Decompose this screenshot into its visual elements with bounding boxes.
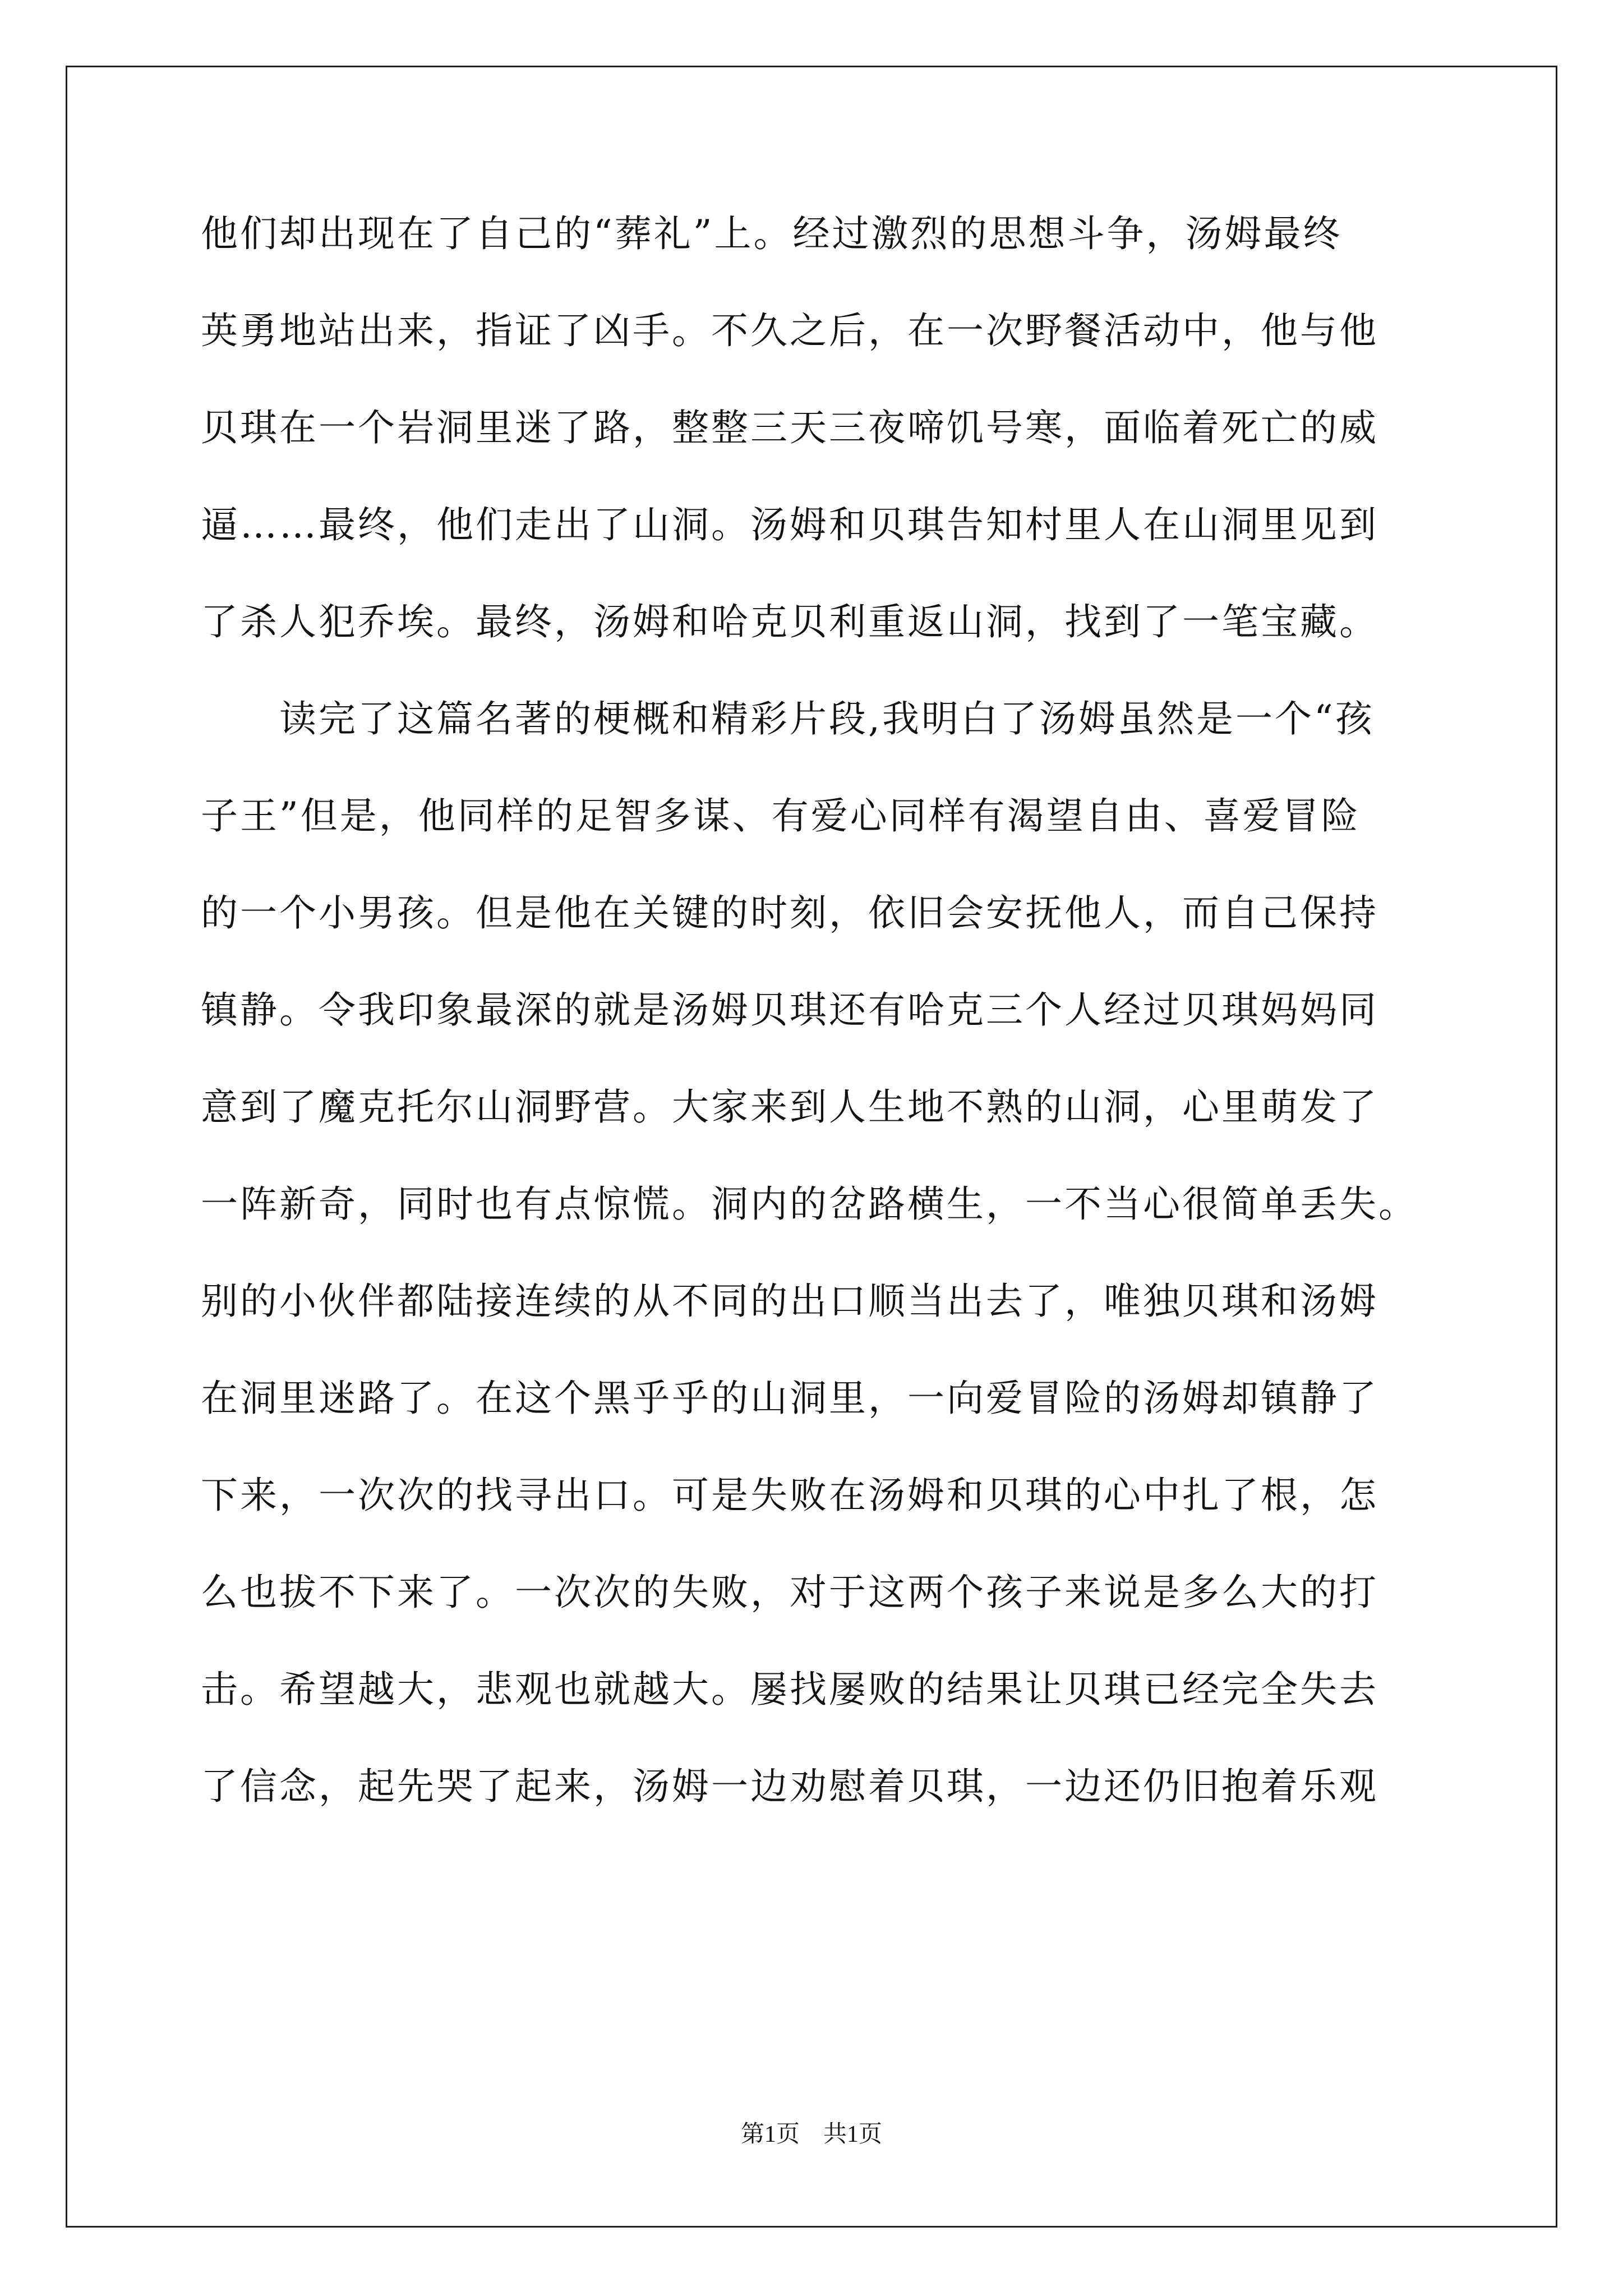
text-line: 的一个小男孩。但是他在关键的时刻，依旧会安抚他人，而自己保持 <box>201 891 1378 935</box>
text-line: 在洞里迷路了。在这个黑乎乎的山洞里，一向爱冒险的汤姆却镇静了 <box>201 1377 1378 1420</box>
text-line: 一阵新奇，同时也有点惊慌。洞内的岔路横生，一不当心很简单丢失。 <box>201 1182 1418 1226</box>
text-line: 逼……最终，他们走出了山洞。汤姆和贝琪告知村里人在山洞里见到 <box>201 503 1378 546</box>
page-border <box>66 66 1557 2228</box>
text-line: 贝琪在一个岩洞里迷了路，整整三天三夜啼饥号寒，面临着死亡的威 <box>201 406 1378 449</box>
text-line: 意到了魔克托尔山洞野营。大家来到人生地不熟的山洞，心里萌发了 <box>201 1085 1378 1129</box>
text-line: 么也拔不下来了。一次次的失败，对于这两个孩子来说是多么大的打 <box>201 1571 1378 1614</box>
text-line: 击。希望越大，悲观也就越大。屡找屡败的结果让贝琪已经完全失去 <box>201 1668 1378 1711</box>
text-line: 下来，一次次的找寻出口。可是失败在汤姆和贝琪的心中扎了根，怎 <box>201 1474 1378 1517</box>
text-line: 英勇地站出来，指证了凶手。不久之后，在一次野餐活动中，他与他 <box>201 309 1378 352</box>
paragraph-start-line: 读完了这篇名著的梗概和精彩片段,我明白了汤姆虽然是一个“孩 <box>279 697 1375 740</box>
text-line: 他们却出现在了自己的“葬礼”上。经过激烈的思想斗争，汤姆最终 <box>201 212 1343 255</box>
text-line: 别的小伙伴都陆接连续的从不同的出口顺当出去了，唯独贝琪和汤姆 <box>201 1280 1378 1323</box>
page-number-footer: 第1页 共1页 <box>740 2122 882 2147</box>
text-line: 镇静。令我印象最深的就是汤姆贝琪还有哈克三个人经过贝琪妈妈同 <box>201 988 1378 1032</box>
text-line: 了杀人犯乔埃。最终，汤姆和哈克贝利重返山洞，找到了一笔宝藏。 <box>201 600 1378 643</box>
text-line: 了信念，起先哭了起来，汤姆一边劝慰着贝琪，一边还仍旧抱着乐观 <box>201 1765 1378 1808</box>
text-line: 子王”但是，他同样的足智多谋、有爱心同样有渴望自由、喜爱冒险 <box>201 794 1361 838</box>
